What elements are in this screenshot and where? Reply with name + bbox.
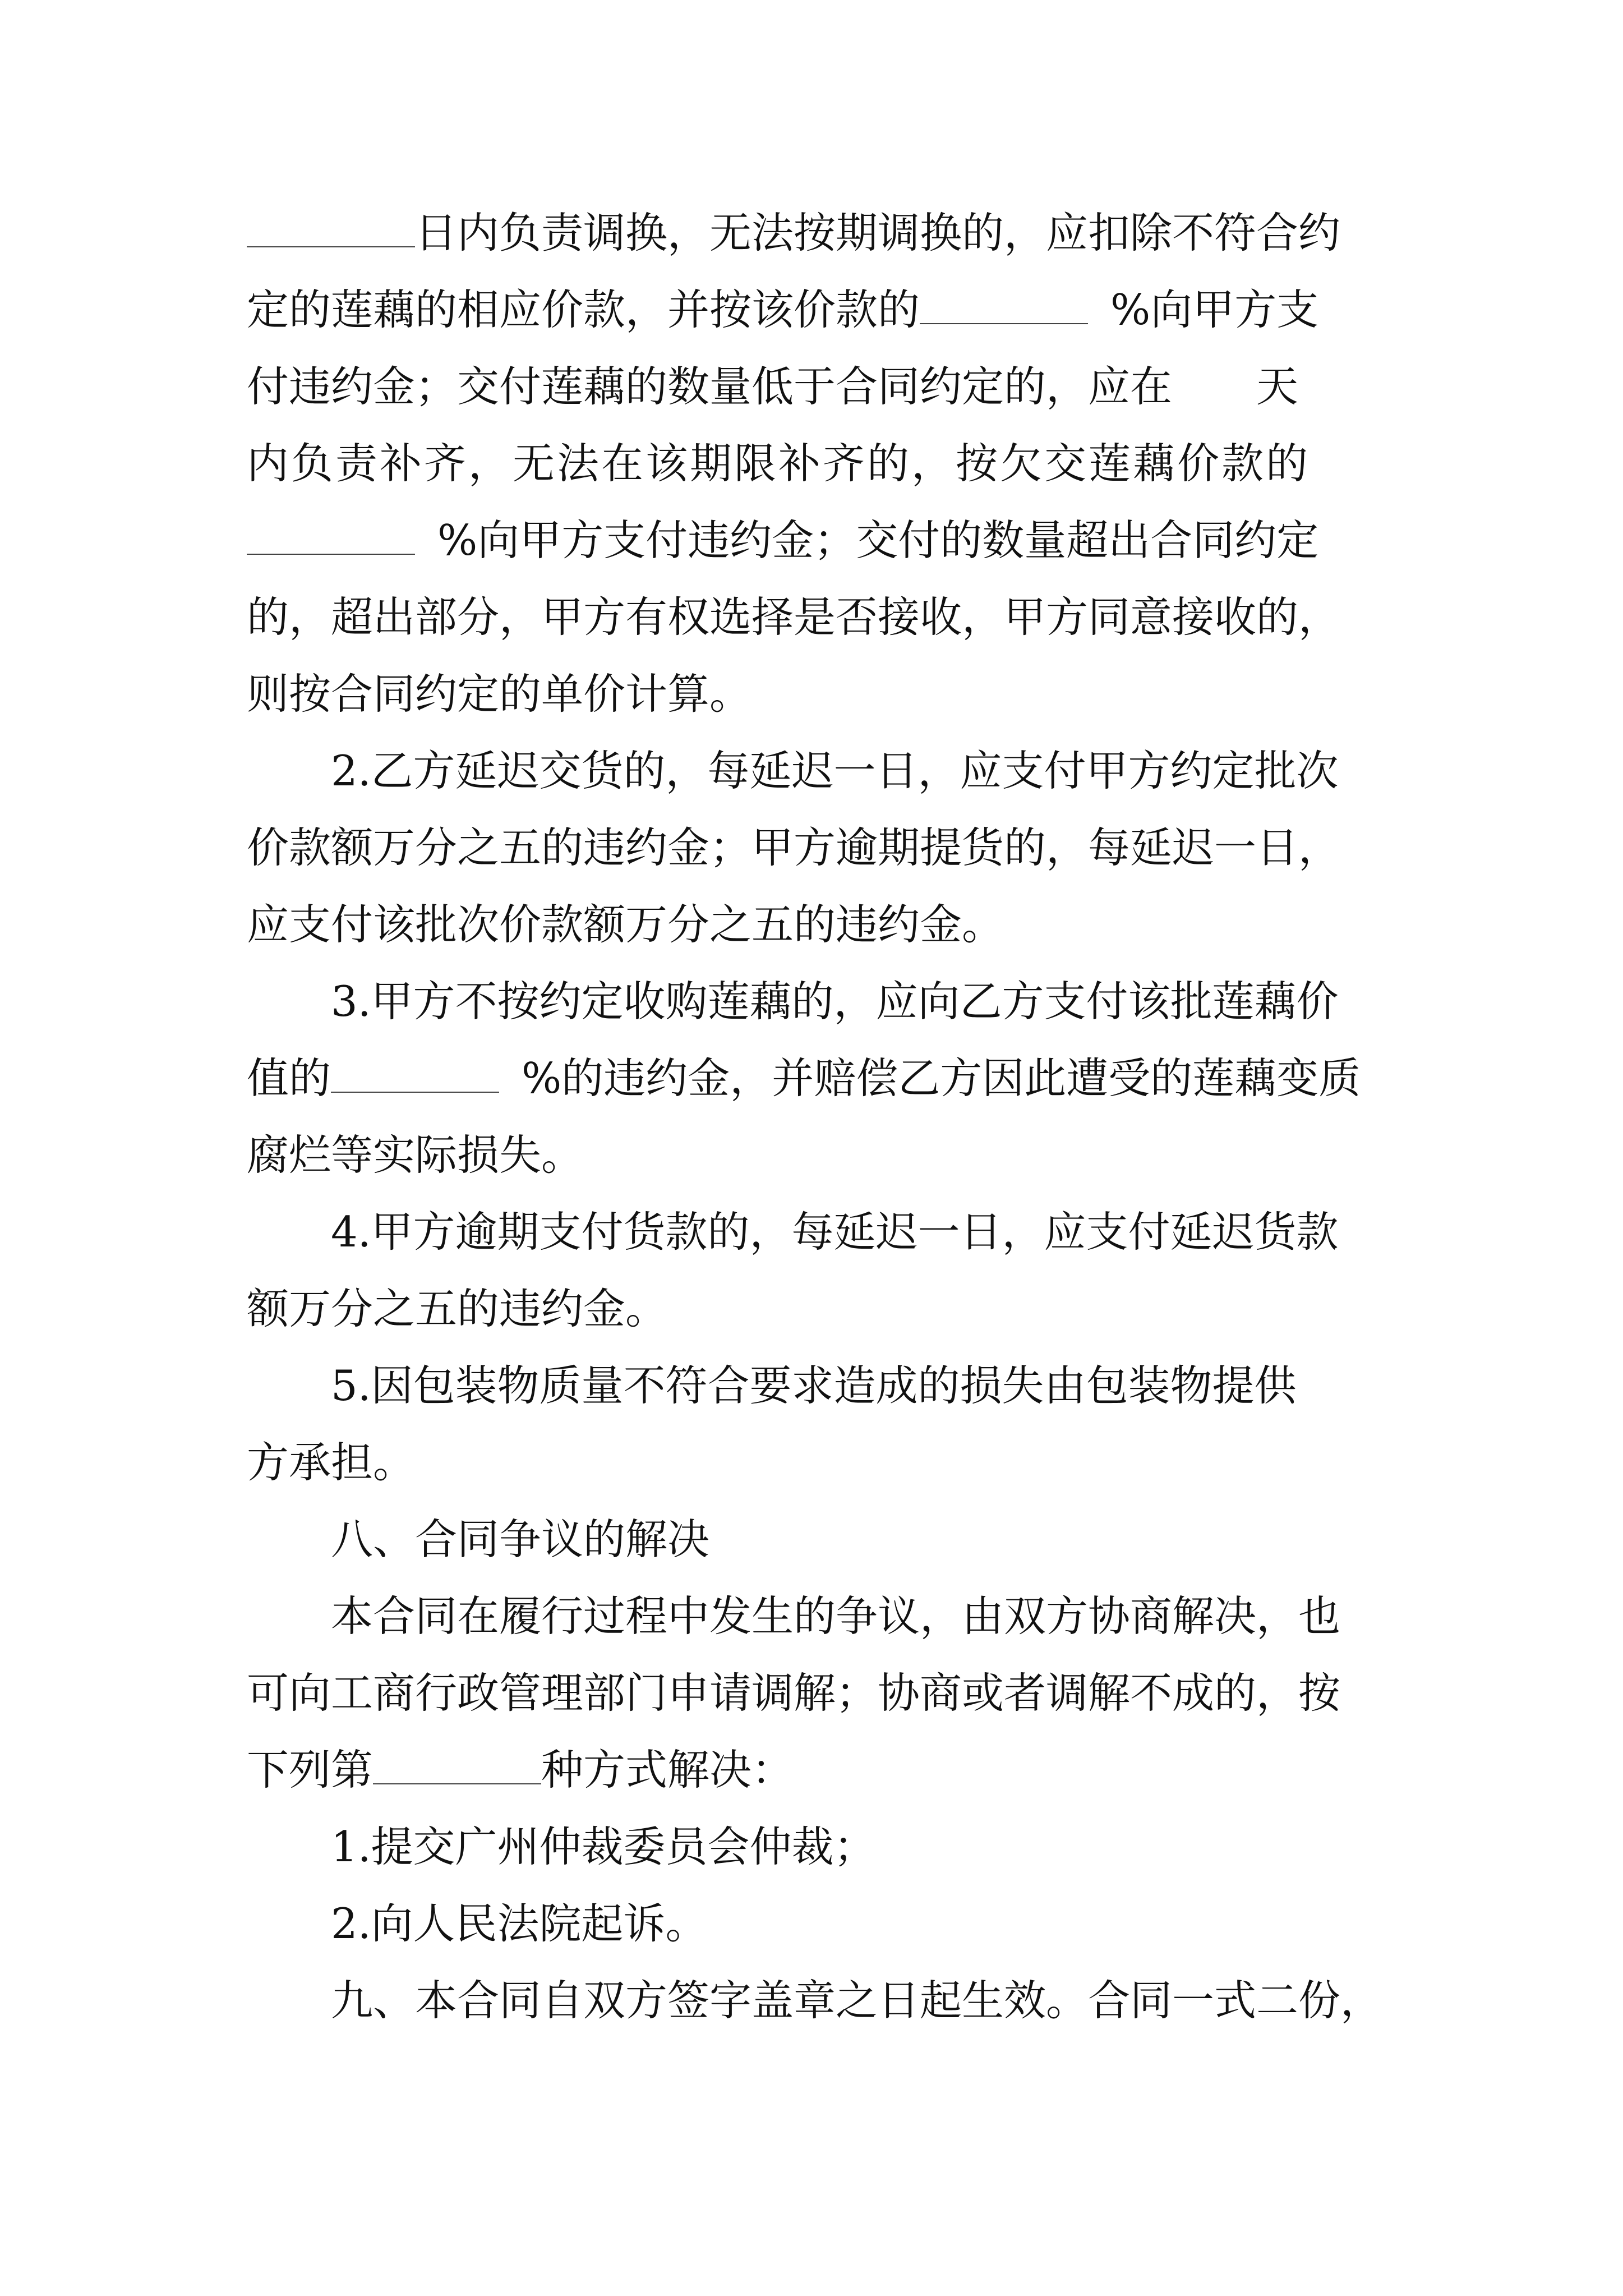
text-line: 额万分之五的违约金。 xyxy=(247,1284,668,1333)
text-line: 日内负责调换，无法按期调换的，应扣除不符合约 xyxy=(247,208,1340,258)
text-line: 可向工商行政管理部门申请调解；协商或者调解不成的，按 xyxy=(247,1668,1341,1718)
text-line: 定的莲藕的相应价款，并按该价款的 %向甲方支 xyxy=(247,285,1319,334)
text-line: 腐烂等实际损失。 xyxy=(247,1130,584,1180)
fill-in-blank xyxy=(247,519,415,555)
text-line: 应支付该批次价款额万分之五的违约金。 xyxy=(247,900,1004,949)
text-line: 本合同在履行过程中发生的争议，由双方协商解决，也 xyxy=(331,1591,1341,1641)
text-line: %向甲方支付违约金；交付的数量超出合同约定 xyxy=(247,515,1318,565)
text-line: 则按合同约定的单价计算。 xyxy=(247,669,752,719)
text-line: 值的 %的违约金，并赔偿乙方因此遭受的莲藕变质 xyxy=(247,1053,1361,1103)
fill-in-blank xyxy=(373,1749,541,1784)
text-line: 方承担。 xyxy=(247,1438,416,1487)
text-line: 内负责补齐，无法在该期限补齐的，按欠交莲藕价款的 xyxy=(247,439,1311,488)
section-heading: 八、合同争议的解决 xyxy=(331,1515,710,1564)
text-line: 下列第 种方式解决： xyxy=(247,1745,794,1795)
text-line: 3.甲方不按约定收购莲藕的，应向乙方支付该批莲藕价 xyxy=(331,977,1339,1026)
fill-in-blank xyxy=(247,211,415,247)
text-line: 2.向人民法院起诉。 xyxy=(331,1899,708,1948)
text-line: 价款额万分之五的违约金；甲方逾期提货的，每延迟一日， xyxy=(247,823,1341,872)
text-line: 付违约金；交付莲藕的数量低于合同约定的，应在 天 xyxy=(247,362,1299,411)
fill-in-blank xyxy=(331,1057,499,1093)
text-line: 的，超出部分，甲方有权选择是否接收，甲方同意接收的， xyxy=(247,592,1341,642)
section-heading: 九、本合同自双方签字盖章之日起生效。合同一式二份， xyxy=(331,1976,1383,2025)
text-line: 2.乙方延迟交货的，每延迟一日，应支付甲方约定批次 xyxy=(331,746,1339,795)
text-line: 1.提交广州仲裁委员会仲裁； xyxy=(331,1822,876,1871)
text-line: 5.因包装物质量不符合要求造成的损失由包装物提供 xyxy=(331,1361,1297,1410)
fill-in-blank xyxy=(920,288,1088,324)
text-line: 4.甲方逾期支付货款的，每延迟一日，应支付延迟货款 xyxy=(331,1207,1339,1257)
